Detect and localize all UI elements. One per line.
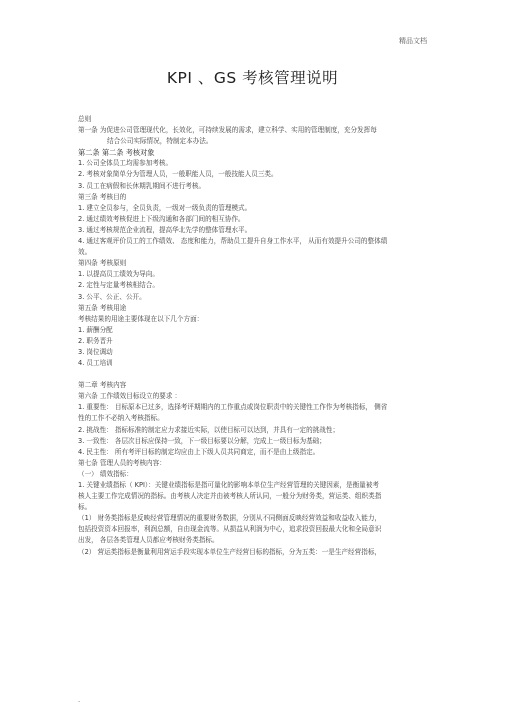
body-line: 1. 以提高员工绩效为导向。: [78, 270, 159, 279]
body-line: 1. 重要性： 目标原本已过多，选择考评期期内的工作重点或岗位职责中的关键性工作作为考核指标， 侧省: [78, 403, 388, 412]
body-line: 总则: [78, 115, 92, 123]
body-line: 性的工作不必纳入考核指标。: [78, 414, 164, 423]
body-line: （1） 财务类指标是反映经营管理情况的重要财务数据，分别从不同侧面反映经营效益和收益收入能力，: [78, 514, 382, 523]
body-line: 1. 建立全员参与，全员负责，一级对一级负责的管理模式。: [78, 203, 252, 212]
body-line: 第六条 工作绩效目标设立的要求 ：: [78, 392, 182, 401]
body-line: 3. 公平、公正、公开。: [78, 292, 146, 301]
body-line: 核人主要工作完成情况的指标。由考核人决定并由被考核人所认同，一般分为财务类，营运类、组织类指: [78, 492, 382, 501]
body-line: 4. 通过客观评价员工的工作绩效、 态度和能力，帮助员工提升自身工作水平， 从而有效提升公司的整体绩: [78, 237, 388, 246]
body-line: 3. 岗位调动: [78, 347, 113, 356]
body-line: 第三条 考核目的: [78, 192, 127, 201]
body-line: 标。: [78, 503, 92, 512]
body-line: 4. 民主性： 所有考评目标的制定均应由上下级人员共同商定，而不是由上级指定。: [78, 447, 320, 456]
body-line: 结合公司实际情况，特制定本办法。: [107, 137, 213, 146]
body-line: 考核结果的用途主要体现在以下几个方面：: [78, 314, 204, 323]
body-line: 3. 一致性： 各层次目标应保持一致，下一级目标要以分解，完成上一级目标为基础；: [78, 436, 326, 445]
body-line: 2. 考核对象简单分为管理人员，一般职能人员，一般技能人员三类。: [78, 170, 278, 179]
body-line: 3. 员工在病假和长休期乳期间不进行考核。: [78, 181, 206, 190]
body-line: 4. 员工培训: [78, 359, 113, 368]
body-line: 2. 定性与定量考核相结合。: [78, 281, 159, 290]
body-line: 第二章 考核内容: [78, 381, 127, 390]
body-line: 2. 职务晋升: [78, 336, 113, 345]
body-line: （2） 营运类指标是衡量利用营运手段实现本单位生产经营目标的指标，分为五类：一是生产经营指标，: [78, 547, 382, 556]
document-body: [78, 114, 438, 558]
body-line: 1. 关键业绩指标（ KPI）：关键业绩指标是指可量化的影响本单位生产经营管理的关键因素，是衡量被考: [78, 481, 379, 489]
body-line: 1. 公司全体员工均需参加考核。: [78, 159, 173, 168]
document-title: KPI 、GS 考核管理说明: [166, 69, 339, 87]
body-line: 2. 挑战性： 指标标准的制定应力求接近实际，以使目标可以达到，并具有一定的挑战性；: [78, 425, 340, 434]
body-line: 1. 薪酬分配: [78, 325, 113, 334]
body-line: 3. 通过考核规范企业流程，提高华北先学的整体管理水平。: [78, 225, 252, 234]
body-line: 效。: [78, 248, 92, 257]
body-line: 第一条 为促进公司管理现代化，长效化，可持续发展的需求，建立科学、实用的管理制度，充分发挥每: [78, 126, 377, 135]
footer-mark: .: [78, 696, 81, 704]
body-line: （一） 绩效指标：: [78, 469, 133, 478]
body-line: 出发， 各层各类管理人员都应考核财务类指标。: [78, 536, 219, 545]
header-tag: 精品文档: [399, 37, 427, 45]
body-line: 第七条 管理人员的考核内容：: [78, 458, 166, 467]
spacer: [78, 369, 438, 380]
body-line: 包括投资资本回报率，利润总额，自由现金流等。从损益从利润为中心，追求投资回报最大化和全局意识: [78, 525, 382, 534]
body-line: 2. 通过绩效考核促进上下级沟通和各部门间的相互协作。: [78, 214, 245, 223]
body-line: 第二条 第二条 考核对象: [78, 148, 155, 158]
body-line: 第五条 考核用途: [78, 303, 127, 312]
body-line: 第四条 考核原则: [78, 259, 127, 268]
